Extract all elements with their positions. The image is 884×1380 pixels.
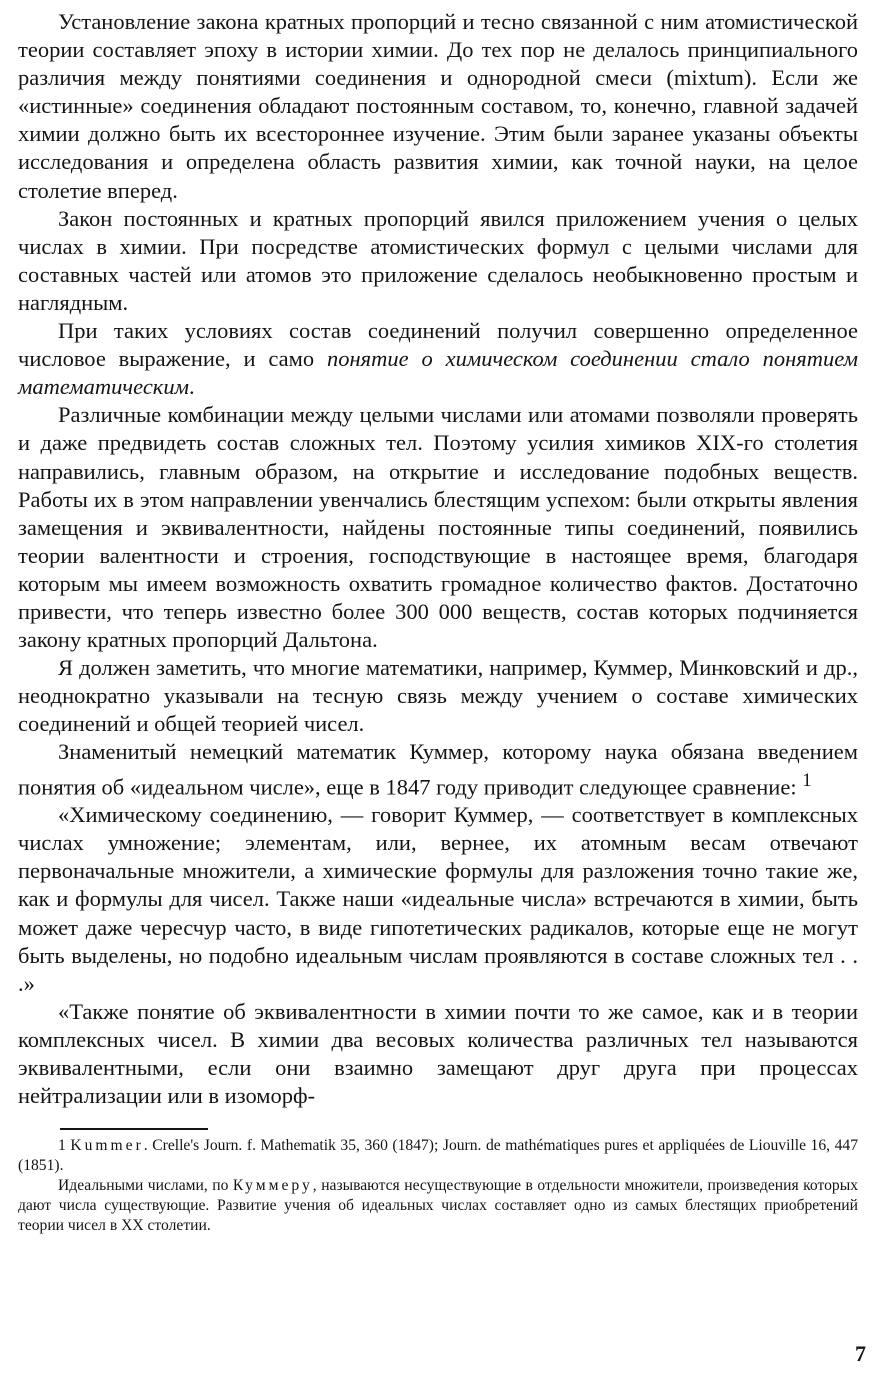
paragraph-7-quote: «Химическому соединению, — говорит Куммер, — соответствует в комплексных числах умножение; элементам, или, вернее, их атомным весам отвечают первоначальные множители, а химические формулы для разложения точно такие же, как и формулы для чисел. Также наши «идеальные числа» встречаются в химии, быть может даже чересчур часто, в виде гипотетических радикалов, которые еще не могут быть выделены, но подобно идеальным числам проявляются в составе сложных тел . . .» — [18, 802, 858, 996]
paragraph-6: Знаменитый немецкий математик Куммер, которому наука обязана введением понятия об «идеальном числе», еще в 1847 году приводит следующее сравнение: $^1$ — [18, 739, 858, 800]
main-text — [18, 8, 858, 1110]
footnote-marker: 1 — [802, 769, 812, 791]
paragraph-5: Я должен заметить, что многие математики, например, Куммер, Минковский и др., неоднократно указывали на тесную связь между учением о составе химических соединений и общей теорией чисел. — [18, 655, 858, 737]
emphasized-phrase: понятие о химическом соединении стало понятием математическим — [18, 346, 858, 400]
footnote-divider — [60, 1128, 208, 1130]
footnote-1: 1 Kummer. Crelle's Journ. f. Mathematik 35, 360 (1847); Journ. de mathématiques pures et appliquées de Liouville 16, 447 (1851). — [18, 1137, 858, 1175]
paragraph-8-quote: «Также понятие об эквивалентности в химии почти то же самое, как и в теории комплексных чисел. В химии два весовых количества различных тел называются эквивалентными, если они взаимно замещают друг друга при процессах нейтрализации или в изоморф- — [18, 998, 858, 1109]
paragraph-2: Закон постоянных и кратных пропорций явился приложением учения о целых числах в химии. При посредстве атомистических формул с целыми числами для составных частей или атомов это приложение сделалось необыкновенно простым и наглядным. — [18, 205, 858, 315]
paragraph-1: Установление закона кратных пропорций и тесно связанной с ним атомистической теории составляет эпоху в истории химии. До тех пор не делалось принципиального различия между понятиями соединения и однородной смеси (mixtum). Если же «истинные» соединения обладают постоянным составом, то, конечно, главной задачей химии должно быть их всестороннее изучение. Этим были заранее указаны объекты исследования и определена область развития химии, как точной науки, на целое столетие вперед. — [18, 9, 858, 203]
paragraph-4: Различные комбинации между целыми числами или атомами позволяли проверять и даже предвидеть состав сложных тел. Поэтому усилия химиков XIX-го столетия направились, главным образом, на открытие и исследование подобных веществ. Работы их в этом направлении увенчались блестящим успехом: были открыты явления замещения и эквивалентности, найдены постоянные типы соединений, появились теории валентности и строения, господствующие в настоящее время, благодаря которым мы имеем возможность охватить громадное количество фактов. Достаточно привести, что теперь известно более 300 000 веществ, состав которых подчиняется закону кратных пропорций Дальтона. — [18, 402, 858, 653]
paragraph-3: При таких условиях состав соединений получил совершенно определенное числовое выражение, и само понятие о химическом соединении стало понятием математическим. — [18, 318, 858, 400]
footnotes — [18, 1136, 858, 1236]
footnote-2: Идеальными числами, по Куммеру, называются несуществующие в отдельности множители, произведения которых дают числа существующие. Развитие учения об идеальных числах составляет одно из самых блестящих приобретений теории чисел в XX столетии. — [18, 1177, 858, 1235]
page-number: 7 — [855, 1341, 866, 1366]
